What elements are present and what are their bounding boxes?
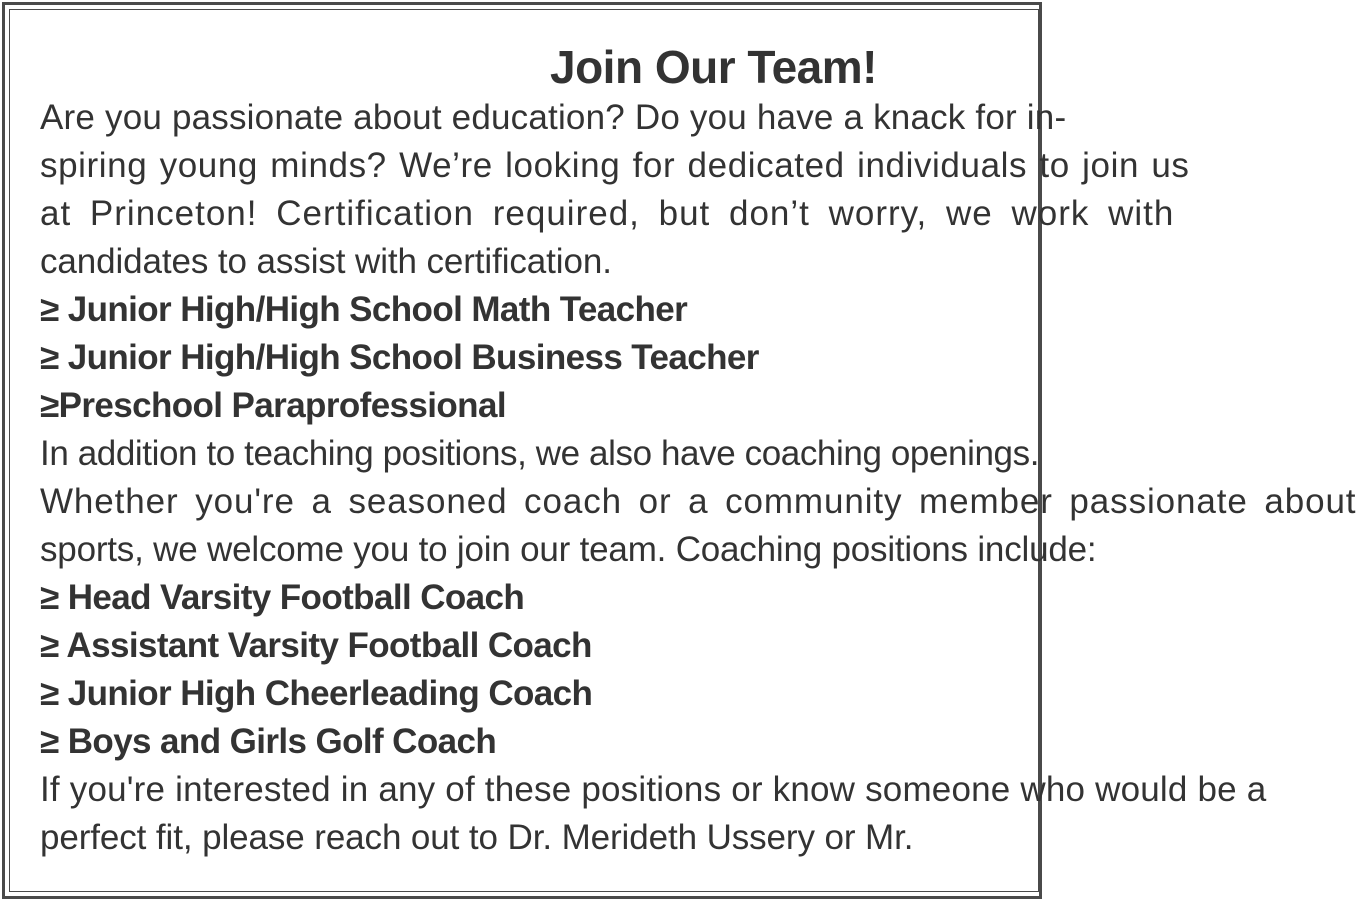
ad-title: Join Our Team! [550, 41, 877, 93]
ad-content [40, 40, 1356, 862]
teaching-position-item: ≥ Junior High/High School Math Teacher [40, 290, 688, 329]
coaching-position-item: ≥ Assistant Varsity Football Coach [40, 626, 592, 665]
intro-line: candidates to assist with certification. [40, 242, 612, 281]
teaching-position-item: ≥ Junior High/High School Business Teacher [40, 338, 759, 377]
intro-line: at Princeton! Certification required, but don’t worry, we work with [40, 194, 1175, 233]
coaching-position-item: ≥ Head Varsity Football Coach [40, 578, 525, 617]
closing-line: If you're interested in any of these positions or know someone who would be a [40, 770, 1267, 809]
coaching-intro-line: sports, we welcome you to join our team. Coaching positions include: [40, 530, 1097, 569]
teaching-position-item: ≥Preschool Paraprofessional [40, 386, 506, 425]
coaching-intro-line: Whether you're a seasoned coach or a community member passionate about [40, 482, 1356, 521]
coaching-position-item: ≥ Junior High Cheerleading Coach [40, 674, 593, 713]
intro-line: spiring young minds? We’re looking for dedicated individuals to join us [40, 146, 1190, 185]
closing-line: perfect fit, please reach out to Dr. Merideth Ussery or Mr. [40, 818, 914, 857]
coaching-intro-line: In addition to teaching positions, we also have coaching openings. [40, 434, 1040, 473]
coaching-position-item: ≥ Boys and Girls Golf Coach [40, 722, 497, 761]
intro-line: Are you passionate about education? Do you have a knack for in- [40, 98, 1067, 137]
